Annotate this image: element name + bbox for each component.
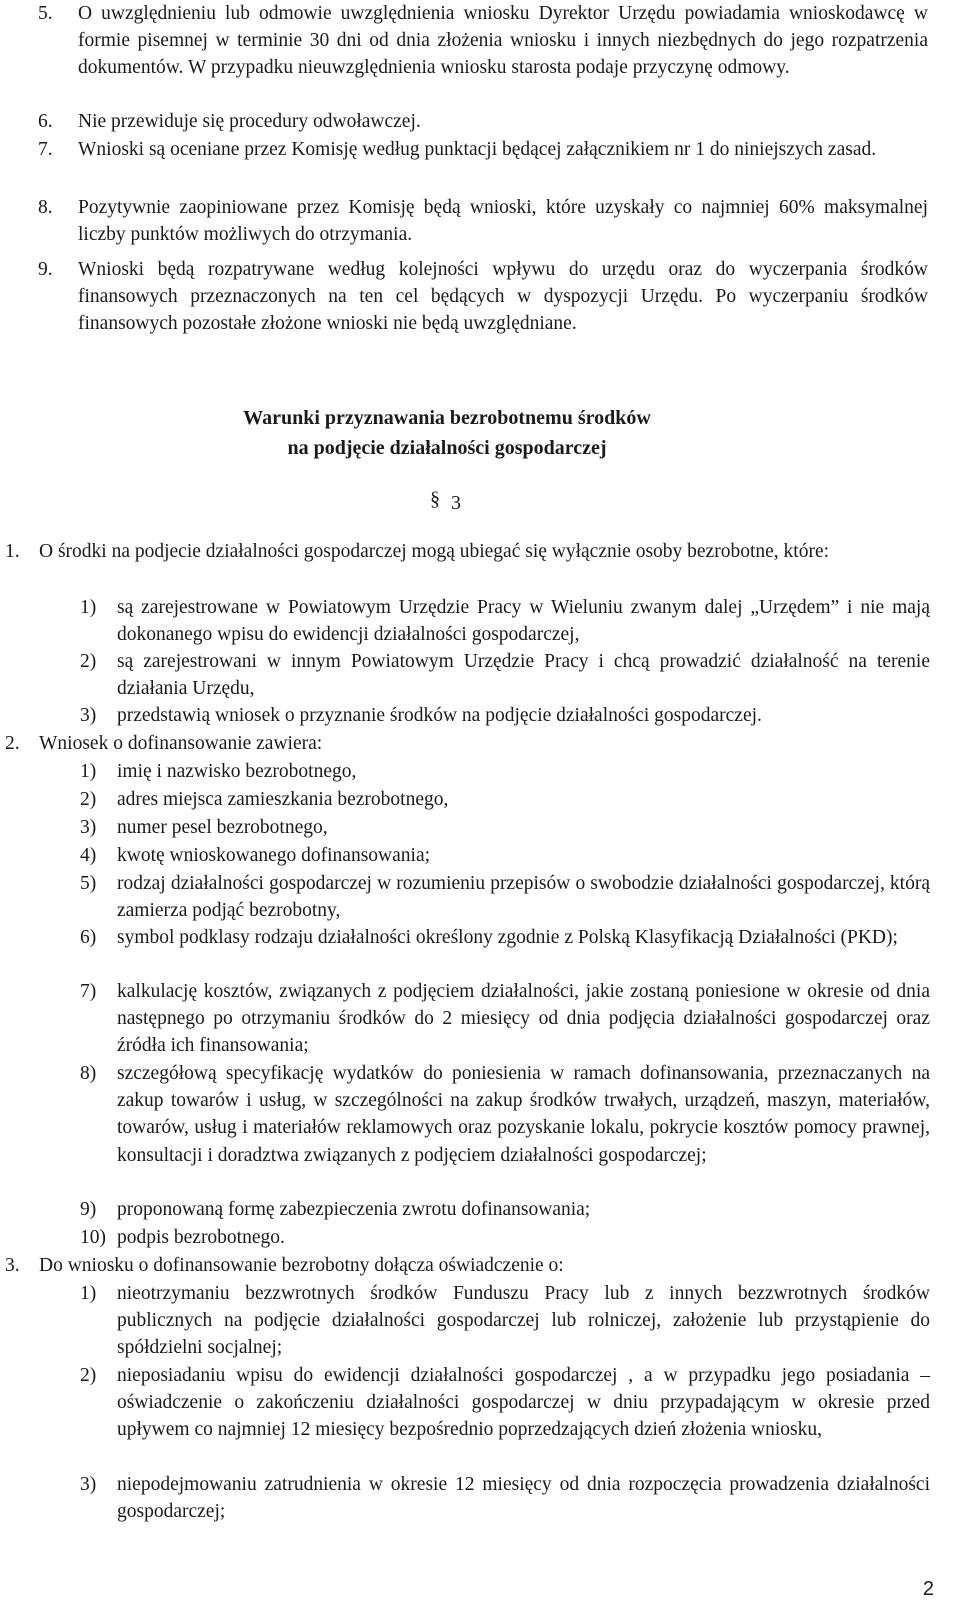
p2-subitem-3 <box>80 814 930 841</box>
p2-subitem-7 <box>80 978 930 1060</box>
p1-subitem-1 <box>80 594 930 648</box>
item-text: Pozytywnie zaopiniowane przez Komisję będą wnioski, które uzyskały co najmniej 60% maksymalnej liczby punktów możliwych do otrzymania. <box>78 197 928 246</box>
intro-item-7 <box>38 136 928 163</box>
paragraph-3 <box>5 1252 930 1279</box>
item-text: Nie przewiduje się procedury odwoławczej. <box>78 111 421 132</box>
subitem-text: podpis bezrobotnego. <box>117 1227 285 1248</box>
p3-subitem-1 <box>80 1280 930 1362</box>
intro-item-9 <box>38 256 928 338</box>
subitem-number: 3) <box>80 817 97 838</box>
subitem-text: nieotrzymaniu bezzwrotnych środków Funduszu Pracy lub z innych bezzwrotnych środków publicznych na podjęcie działalności gospodarczej lub rolniczej, założenie lub przystąpienie do spółdzielni socjalnej; <box>117 1283 930 1359</box>
p2-subitem-1 <box>80 758 930 785</box>
subitem-text: nieposiadaniu wpisu do ewidencji działalności gospodarczej , a w przypadku jego posiadania – oświadczenie o zakończeniu działalności gospodarczej w dniu przypadającym w okresie przed upływem co najmniej 12 miesięcy bezpośrednio poprzedzających dzień złożenia wniosku, <box>117 1365 930 1441</box>
item-number: 5. <box>38 3 53 24</box>
p2-subitem-10 <box>80 1224 930 1251</box>
heading-line-1: Warunki przyznawania bezrobotnemu środków <box>243 407 651 429</box>
paragraph-text: Wniosek o dofinansowanie zawiera: <box>39 733 323 754</box>
heading-line-2: na podjęcie działalności gospodarczej <box>287 437 607 459</box>
p2-subitem-4 <box>80 842 930 869</box>
paragraph-1 <box>5 538 930 565</box>
item-text: Wnioski są oceniane przez Komisję według punktacji będącej załącznikiem nr 1 do niniejszych zasad. <box>78 139 877 160</box>
subitem-text: adres miejsca zamieszkania bezrobotnego, <box>117 789 449 810</box>
p3-subitem-2 <box>80 1362 930 1444</box>
p2-subitem-2 <box>80 786 930 813</box>
intro-item-5 <box>38 0 928 82</box>
subitem-number: 2) <box>80 651 97 672</box>
subitem-number: 1) <box>80 597 97 618</box>
subitem-text: przedstawią wniosek o przyznanie środków na podjęcie działalności gospodarczej. <box>117 705 762 726</box>
item-number: 9. <box>38 259 53 280</box>
p3-subitem-3 <box>80 1471 930 1525</box>
subitem-number: 10) <box>80 1227 106 1248</box>
subitem-text: są zarejestrowani w innym Powiatowym Urzędzie Pracy i chcą prowadzić działalność na terenie działania Urzędu, <box>117 651 930 700</box>
p2-subitem-6 <box>80 924 930 951</box>
subitem-text: niepodejmowaniu zatrudnienia w okresie 12 miesięcy od dnia rozpoczęcia prowadzenia działalności gospodarczej; <box>117 1474 930 1523</box>
subitem-number: 4) <box>80 845 97 866</box>
item-number: 6. <box>38 111 53 132</box>
paragraph-number: 1. <box>5 541 20 562</box>
paragraph-text: Do wniosku o dofinansowanie bezrobotny dołącza oświadczenie o: <box>39 1255 564 1276</box>
paragraph-number: 3. <box>5 1255 20 1276</box>
page-number: 2 <box>922 1578 934 1600</box>
subitem-text: symbol podklasy rodzaju działalności określony zgodnie z Polską Klasyfikacją Działalności (PKD); <box>117 927 898 948</box>
subitem-text: numer pesel bezrobotnego, <box>117 817 328 838</box>
section-number: 3 <box>451 492 461 514</box>
subitem-text: rodzaj działalności gospodarczej w rozumieniu przepisów o swobodzie działalności gospodarczej, którą zamierza podjąć bezrobotny, <box>117 873 930 922</box>
p2-subitem-8 <box>80 1060 930 1169</box>
p1-subitem-3 <box>80 702 930 729</box>
subitem-text: kwotę wnioskowanego dofinansowania; <box>117 845 431 866</box>
subitem-number: 3) <box>80 705 97 726</box>
item-text: Wnioski będą rozpatrywane według kolejności wpływu do urzędu oraz do wyczerpania środków finansowych przeznaczonych na ten cel będących w dyspozycji Urzędu. Po wyczerpaniu środków finansowych pozostałe złożone wnioski nie będą uwzględniane. <box>78 259 928 335</box>
p2-subitem-9 <box>80 1196 930 1223</box>
subitem-number: 7) <box>80 981 97 1002</box>
subitem-number: 5) <box>80 873 97 894</box>
subitem-text: imię i nazwisko bezrobotnego, <box>117 761 357 782</box>
subitem-number: 1) <box>80 1283 97 1304</box>
subitem-number: 2) <box>80 789 97 810</box>
p1-subitem-2 <box>80 648 930 702</box>
subitem-text: szczegółową specyfikację wydatków do poniesienia w ramach dofinansowania, przeznaczanych na zakup towarów i usług, w szczególności na zakup środków trwałych, urządzeń, maszyn, materiałów, towarów, usług i materiałów reklamowych oraz pozyskanie lokalu, pokrycie kosztów pomocy prawnej, konsultacji i doradztwa związanych z podjęciem działalności gospodarczej; <box>117 1063 930 1166</box>
p2-subitem-5 <box>80 870 930 924</box>
item-text: O uwzględnieniu lub odmowie uwzględnienia wniosku Dyrektor Urzędu powiadamia wnioskodawcę w formie pisemnej w terminie 30 dni od dnia złożenia wniosku i innych niezbędnych do jego rozpatrzenia dokumentów. W przypadku nieuwzględnienia wniosku starosta podaje przyczynę odmowy. <box>78 3 928 79</box>
paragraph-text: O środki na podjecie działalności gospodarczej mogą ubiegać się wyłącznie osoby bezrobotne, które: <box>39 541 830 562</box>
subitem-text: proponowaną formę zabezpieczenia zwrotu dofinansowania; <box>117 1199 591 1220</box>
subitem-number: 3) <box>80 1474 97 1495</box>
subitem-text: są zarejestrowane w Powiatowym Urzędzie Pracy w Wieluniu zwanym dalej „Urzędem” i nie mają dokonanego wpisu do ewidencji działalności gospodarczej, <box>117 597 930 646</box>
subitem-number: 2) <box>80 1365 97 1386</box>
subitem-text: kalkulację kosztów, związanych z podjęciem działalności, jakie zostaną poniesione w okresie od dnia następnego po otrzymaniu środków do 2 miesięcy od dnia podjęcia działalności gospodarczej oraz źródła ich finansowania; <box>117 981 930 1057</box>
subitem-number: 8) <box>80 1063 97 1084</box>
section-marker <box>430 488 461 514</box>
paragraph-number: 2. <box>5 733 20 754</box>
subitem-number: 9) <box>80 1199 97 1220</box>
intro-item-8 <box>38 194 928 248</box>
subitem-number: 6) <box>80 927 97 948</box>
section-sign: § <box>430 488 440 510</box>
intro-item-6 <box>38 108 928 135</box>
paragraph-2 <box>5 730 930 757</box>
item-number: 8. <box>38 197 53 218</box>
item-number: 7. <box>38 139 53 160</box>
subitem-number: 1) <box>80 761 97 782</box>
